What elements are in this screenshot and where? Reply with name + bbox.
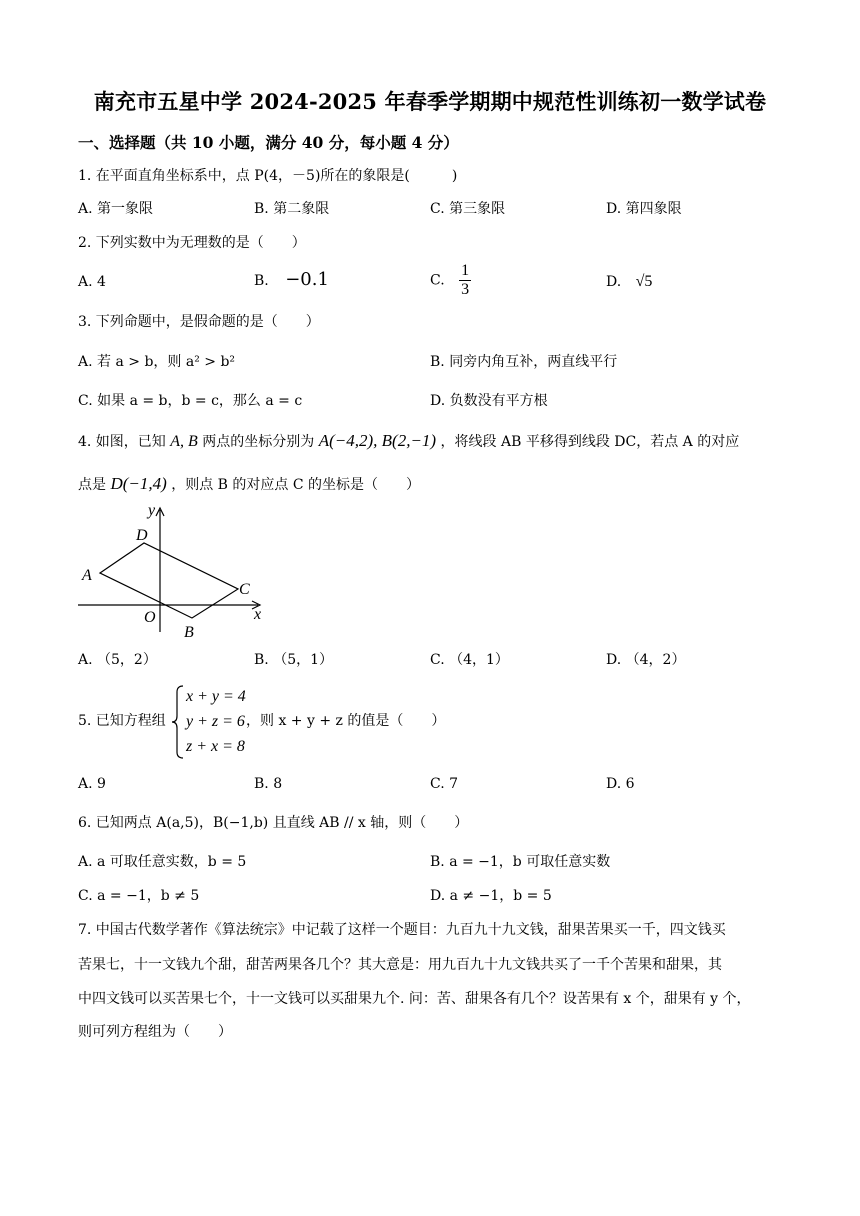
x-axis-label: x <box>254 606 262 623</box>
q4-option-a: A. （5，2） <box>78 652 157 668</box>
q4-coordinates: A(−4,2), B(2,−1) <box>318 431 437 450</box>
q3-option-b: B. 同旁内角互补，两直线平行 <box>430 354 618 370</box>
fraction-numerator: 1 <box>461 262 470 279</box>
q4-line1-post: ，将线段 AB 平移得到线段 DC，若点 A 的对应 <box>440 434 740 450</box>
question-5-pre: 5. 已知方程组 <box>78 713 166 729</box>
question-7-line-4: 则可列方程组为（ ） <box>78 1024 232 1040</box>
equation-3: z + x = 8 <box>186 738 245 755</box>
q5-option-b: B. 8 <box>254 776 283 792</box>
brace-path <box>172 686 183 758</box>
q1-option-b: B. 第二象限 <box>254 201 330 217</box>
fraction-denominator: 3 <box>461 281 470 298</box>
q5-option-c: C. 7 <box>430 776 459 792</box>
q2-option-d <box>606 272 652 292</box>
point-d-label: D <box>136 527 148 544</box>
question-4-line-2 <box>78 474 420 495</box>
q6-option-d: D. a ≠ −1，b = 5 <box>430 888 552 904</box>
q4-point-d: D(−1,4) <box>110 474 167 493</box>
q5-option-a: A. 9 <box>78 776 106 792</box>
question-5-post: ，则 x + y + z 的值是（ ） <box>246 713 446 729</box>
q2-option-d-value: √5 <box>635 273 653 290</box>
question-7-line-3: 中四文钱可以买苦果七个，十一文钱可以买甜果九个. 问：苦、甜果各有几个？设苦果有 x 个，甜果有 y 个， <box>78 991 751 1007</box>
question-3-stem: 3. 下列命题中，是假命题的是（ ） <box>78 314 320 330</box>
q1-option-a: A. 第一象限 <box>78 201 154 217</box>
question-4-line-1 <box>78 431 739 452</box>
q3-option-a: A. 若 a > b，则 a² > b² <box>78 354 236 370</box>
origin-label: O <box>144 609 156 626</box>
section-heading: 一、选择题（共 10 小题，满分 40 分，每小题 4 分） <box>78 133 459 152</box>
q4-line2-pre: 点是 <box>78 477 106 493</box>
equation-system <box>186 684 246 759</box>
point-c-label: C <box>239 581 250 598</box>
q2-option-b-label: B. <box>254 273 269 289</box>
q2-option-a: A. 4 <box>78 274 106 290</box>
q6-option-c: C. a = −1，b ≠ 5 <box>78 888 200 904</box>
q2-option-b <box>254 270 329 291</box>
q6-option-a: A. a 可取任意实数，b = 5 <box>78 854 247 870</box>
q3-option-c: C. 如果 a = b，b = c，那么 a = c <box>78 393 303 409</box>
q2-option-b-value: −0.1 <box>285 269 329 290</box>
question-6-stem: 6. 已知两点 A(a,5)，B(−1,b) 且直线 AB // x 轴，则（ ） <box>78 815 469 831</box>
question-7-line-2: 苦果七，十一文钱九个甜，甜苦两果各几个？其大意是：用九百九十九文钱共买了一千个苦果和甜果，其 <box>78 957 722 973</box>
q3-option-d: D. 负数没有平方根 <box>430 393 548 409</box>
question-1-stem: 1. 在平面直角坐标系中，点 P(4，－5)所在的象限是( ) <box>78 168 458 184</box>
q4-line1-mid: 两点的坐标分别为 <box>202 434 315 450</box>
q4-option-c: C. （4，1） <box>430 652 509 668</box>
point-a-label: A <box>82 567 92 584</box>
q4-option-b: B. （5，1） <box>254 652 334 668</box>
equation-system-brace <box>171 684 185 760</box>
q4-points-ab: A, B <box>170 433 198 450</box>
point-b-label: B <box>184 624 194 641</box>
q1-option-c: C. 第三象限 <box>430 201 506 217</box>
equation-2: y + z = 6 <box>186 713 245 730</box>
q2-option-d-label: D. <box>606 274 622 290</box>
q2-option-c <box>430 262 471 299</box>
q2-option-c-fraction <box>459 262 471 299</box>
q4-coordinate-diagram <box>70 500 280 645</box>
q4-line2-post: ，则点 B 的对应点 C 的坐标是（ ） <box>171 477 421 493</box>
question-2-stem: 2. 下列实数中为无理数的是（ ） <box>78 235 306 251</box>
equation-1: x + y = 4 <box>186 688 246 705</box>
q4-line1-pre: 4. 如图，已知 <box>78 434 166 450</box>
q1-option-d: D. 第四象限 <box>606 201 682 217</box>
q2-option-c-label: C. <box>430 272 445 289</box>
parallelogram-abcd <box>100 543 238 618</box>
q5-option-d: D. 6 <box>606 776 635 792</box>
q4-option-d: D. （4，2） <box>606 652 686 668</box>
page-title: 南充市五星中学 2024-2025 年春季学期期中规范性训练初一数学试卷 <box>93 89 767 114</box>
y-axis-label: y <box>148 502 156 519</box>
question-7-line-1: 7. 中国古代数学著作《算法统宗》中记载了这样一个题目：九百九十九文钱，甜果苦果买一千，四文钱买 <box>78 922 726 938</box>
q6-option-b: B. a = −1，b 可取任意实数 <box>430 854 611 870</box>
